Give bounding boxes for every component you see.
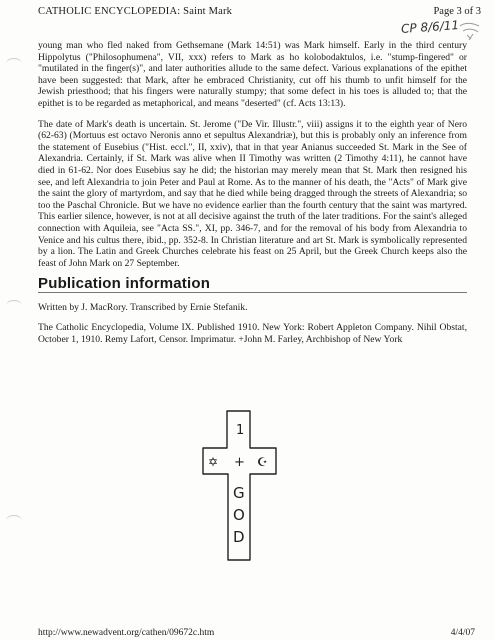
section-heading: Publication information (38, 275, 211, 293)
punch-hole-mark (6, 300, 22, 311)
print-header-page: Page 3 of 3 (433, 6, 481, 17)
citation-line: The Catholic Encyclopedia, Volume IX. Published 1910. New York: Robert Appleton Company. Nihil Obstat, October 1, 1910. Remy Lafort, Censor. Imprimatur. +John M. Farley, Archbishop of New York (38, 322, 467, 346)
print-header-title: CATHOLIC ENCYCLOPEDIA: Saint Mark (38, 6, 233, 17)
star-of-david-icon: ✡ (208, 455, 219, 469)
paragraph: young man who fled naked from Gethsemane (Mark 14:51) was Mark himself. Early in the third century Hippolytus ("Philosophumena", VII, xxx) refers to Mark as ho kolobodaktulos, i.e. "stump-fingered" or "mutilated in the finger(s)", and later authorities allude to the same defect. Various explanations of the epithet have been suggested: that Mark, after he embraced Christianity, cut off his thumb to unfit himself for the Jewish priesthood; that his fingers were naturally stumpy; that some defect in his toes is alluded to; that the epithet is to be regarded as metaphorical, and means "deserted" (cf. Acts 13:13). (38, 40, 467, 109)
credit-line: Written by J. MacRory. Transcribed by Ernie Stefanik. (38, 301, 248, 313)
punch-hole-mark (6, 515, 22, 526)
print-footer-url: http://www.newadvent.org/cathen/09672c.htm (38, 628, 215, 638)
drawn-letter: O (233, 506, 245, 524)
cross-center-mark: + (234, 455, 245, 470)
punch-hole-mark (6, 58, 22, 69)
print-footer-date: 4/4/07 (450, 628, 475, 638)
stamp-mark-icon (457, 20, 483, 42)
crescent-star-icon: ☪ (257, 455, 268, 469)
cross-top-mark: 1 (236, 423, 245, 438)
section-divider (38, 292, 467, 293)
handwritten-note: CP 8/6/11 (400, 17, 460, 37)
hand-drawn-cross-drawing (200, 408, 280, 563)
drawn-letter: D (233, 528, 245, 546)
article-body (38, 40, 467, 355)
drawn-letter: G (233, 484, 245, 502)
paragraph: The date of Mark's death is uncertain. St. Jerome ("De Vir. Illustr.", viii) assigns it to the eighth year of Nero (62-63) (Mortuus est octavo Neronis anno et sepultus Alexandriæ), but this is probably only an inference from the statement of Eusebius ("Hist. eccl.", II, xxiv), that in that year Anianus succeeded St. Mark in the See of Alexandria. Certainly, if St. Mark was alive when II Timothy was written (2 Timothy 4:11), he cannot have died in 61-62. Nor does Eusebius say he did; the historian may merely mean that St. Mark then resigned his see, and left Alexandria to join Peter and Paul at Rome. As to the manner of his death, the "Acts" of Mark give the saint the glory of martyrdom, and say that he died while being dragged through the streets of Alexandria; so too the Paschal Chronicle. But we have no evidence earlier than the fourth century that the saint was martyred. This earlier silence, however, is not at all decisive against the truth of the later traditions. For the saint's alleged connection with Aquileia, see "Acta SS.", XI, pp. 346-7, and for the removal of his body from Alexandria to Venice and his cultus there, ibid., pp. 352-8. In Christian literature and art St. Mark is symbolically represented by a lion. The Latin and Greek Churches celebrate his feast on 25 April, but the Greek Church keeps also the feast of John Mark on 27 September. (38, 118, 467, 269)
